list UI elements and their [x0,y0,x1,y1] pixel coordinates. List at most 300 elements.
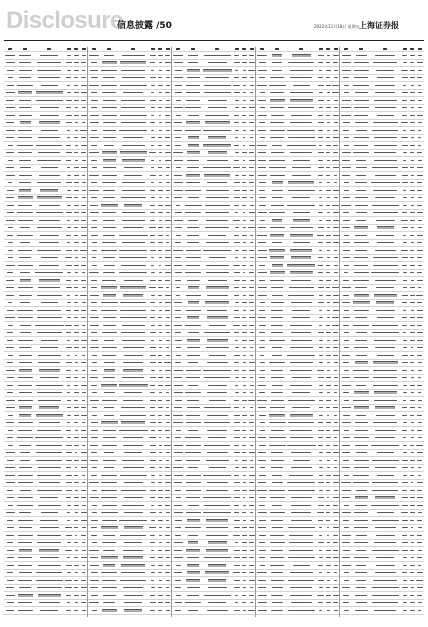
text-stroke [242,107,246,108]
text-stroke [187,571,200,574]
text-stroke [158,610,162,611]
table-cell [17,562,35,569]
table-cell [269,502,287,509]
table-cell [269,255,287,262]
text-stroke [234,160,239,161]
text-stroke [411,542,414,543]
table-cell [4,232,17,239]
table-cell [286,457,316,464]
table-row [88,157,172,165]
table-cell [370,412,400,419]
text-stroke [292,377,311,378]
text-stroke [74,580,78,581]
table-cell [232,562,240,569]
table-cell [340,592,353,599]
table-row [88,112,172,120]
table-row [256,262,340,270]
text-stroke [158,385,163,386]
table-row [4,202,88,210]
table-cell [353,517,371,524]
text-stroke [234,505,239,506]
text-stroke [103,602,115,603]
text-stroke [166,580,170,581]
text-stroke [318,265,323,266]
text-stroke [121,407,145,408]
table-cell [316,517,324,524]
table-cell [202,75,232,82]
text-stroke [67,415,71,416]
text-stroke [37,160,61,161]
table-header-cell [316,47,324,51]
table-cell [232,195,240,202]
text-stroke [272,347,282,348]
text-stroke [175,580,181,581]
text-stroke [81,317,86,318]
table-cell [370,150,400,157]
text-stroke [18,497,33,498]
table-cell [4,82,17,89]
table-cell [17,75,35,82]
text-stroke [150,362,156,363]
text-stroke [175,460,182,461]
table-cell [370,60,400,67]
text-stroke [187,316,199,319]
table-row [4,195,88,203]
text-stroke [74,610,78,611]
table-cell [416,67,424,74]
table-cell [340,442,353,449]
text-stroke [299,48,303,50]
text-stroke [410,475,414,476]
text-stroke [188,286,199,289]
table-cell [269,592,287,599]
table-cell [4,517,17,524]
table-cell [286,322,316,329]
table-cell [118,390,148,397]
text-stroke [272,505,282,506]
text-stroke [66,467,71,468]
table-cell [118,217,148,224]
table-row [4,277,88,285]
text-stroke [92,48,96,50]
table-cell [269,405,287,412]
text-stroke [417,317,423,318]
text-stroke [104,55,114,56]
text-stroke [123,467,144,468]
text-stroke [89,175,99,176]
text-stroke [333,497,339,498]
table-cell [316,187,324,194]
text-stroke [19,392,32,393]
text-stroke [327,100,330,101]
table-cell [118,300,148,307]
text-stroke [373,377,397,378]
text-stroke [418,392,421,393]
text-stroke [7,550,14,551]
text-stroke [342,535,351,536]
text-stroke [402,265,407,266]
text-stroke [187,235,199,236]
text-stroke [411,137,414,138]
text-stroke [81,415,87,416]
text-stroke [121,490,146,491]
text-stroke [18,565,32,566]
table-header-cell [4,47,17,51]
table-cell [73,120,80,127]
table-cell [400,562,408,569]
text-stroke [242,302,247,303]
table-cell [185,180,203,187]
table-cell [269,217,287,224]
table-row [340,330,424,338]
text-stroke [272,385,283,386]
table-cell [400,405,408,412]
table-cell [370,600,400,607]
text-stroke [242,452,246,453]
text-stroke [243,272,245,273]
text-stroke [89,190,99,191]
table-row [256,285,340,293]
text-stroke [411,85,414,86]
text-stroke [151,370,155,371]
table-cell [316,375,324,382]
text-stroke [326,48,330,50]
text-stroke [81,340,87,341]
table-cell [416,442,424,449]
text-stroke [373,212,398,213]
table-cell [416,577,424,584]
table-cell [17,165,35,172]
table-row [256,82,340,90]
table-cell [256,517,269,524]
text-stroke [89,272,99,273]
text-stroke [290,362,313,363]
text-stroke [91,280,97,281]
text-stroke [159,115,161,116]
table-row [4,322,88,330]
text-stroke [174,325,182,326]
table-cell [34,337,64,344]
text-stroke [326,475,331,476]
table-cell [286,495,316,502]
table-cell [148,255,156,262]
text-stroke [18,594,33,597]
table-cell [148,75,156,82]
text-stroke [418,565,421,566]
table-cell [340,67,353,74]
table-cell [316,352,324,359]
table-row [340,472,424,480]
table-cell [256,307,269,314]
text-stroke [5,317,15,318]
text-stroke [344,580,349,581]
table-cell [157,67,164,74]
table-cell [286,525,316,532]
table-cell [286,570,316,577]
table-header-cell [232,47,240,51]
text-stroke [234,512,239,513]
text-stroke [36,385,63,386]
text-stroke [207,295,228,296]
table-cell [370,487,400,494]
text-stroke [270,280,284,281]
text-stroke [123,400,143,401]
text-stroke [356,535,367,536]
text-stroke [67,400,71,401]
table-cell [232,390,240,397]
table-cell [172,315,185,322]
table-cell [73,547,80,554]
text-stroke [101,384,117,387]
table-cell [325,240,332,247]
table-row [172,172,256,180]
table-cell [241,127,248,134]
text-stroke [356,602,367,603]
table-cell [172,172,185,179]
table-cell [416,487,424,494]
table-cell [409,540,416,547]
text-stroke [410,145,415,146]
table-cell [370,457,400,464]
table-cell [4,277,17,284]
text-stroke [269,422,286,423]
table-cell [409,375,416,382]
table-header-cell [64,47,72,51]
table-cell [202,457,232,464]
table-cell [340,97,353,104]
text-stroke [91,520,98,521]
text-stroke [243,422,246,423]
table-cell [157,592,164,599]
table-cell [172,180,185,187]
table-cell [416,97,424,104]
table-cell [148,435,156,442]
table-row [172,105,256,113]
table-cell [370,277,400,284]
text-stroke [417,212,423,213]
table-cell [185,172,203,179]
table-cell [34,360,64,367]
text-stroke [342,542,350,543]
text-stroke [326,355,331,356]
text-stroke [81,115,87,116]
text-stroke [318,422,323,423]
text-stroke [410,77,415,78]
table-cell [64,442,72,449]
text-stroke [234,370,239,371]
table-cell [353,210,371,217]
table-cell [353,510,371,517]
table-cell [286,285,316,292]
text-stroke [343,295,349,296]
text-stroke [250,415,254,416]
text-stroke [250,392,253,393]
text-stroke [175,317,181,318]
text-stroke [74,595,79,596]
table-cell [241,450,248,457]
text-stroke [150,595,155,596]
text-stroke [271,430,284,431]
text-stroke [151,137,155,138]
table-cell [73,112,80,119]
text-stroke [7,460,14,461]
table-cell [118,345,148,352]
table-row [88,562,172,570]
text-stroke [373,122,398,123]
text-stroke [158,602,163,603]
table-cell [88,457,101,464]
table-cell [353,157,371,164]
text-stroke [356,190,366,191]
text-stroke [411,280,414,281]
text-stroke [123,294,143,297]
table-cell [340,607,353,614]
text-stroke [208,136,226,139]
table-cell [400,90,408,97]
table-cell [148,210,156,217]
table-cell [172,82,185,89]
text-stroke [418,55,422,56]
text-stroke [123,587,143,588]
text-stroke [242,460,247,461]
table-cell [256,112,269,119]
text-stroke [327,340,330,341]
text-stroke [102,212,116,213]
table-cell [286,600,316,607]
text-stroke [37,587,62,588]
text-stroke [243,257,246,258]
table-cell [400,375,408,382]
table-cell [101,240,119,247]
table-cell [157,322,164,329]
text-stroke [19,362,32,363]
table-cell [286,517,316,524]
table-cell [17,322,35,329]
text-stroke [343,257,350,258]
text-stroke [291,467,312,468]
text-stroke [327,212,330,213]
text-stroke [74,227,78,228]
text-stroke [91,197,97,198]
table-cell [416,427,424,434]
table-cell [4,367,17,374]
text-stroke [326,325,330,326]
table-row [88,75,172,83]
table-cell [316,150,324,157]
table-cell [172,382,185,389]
table-cell [4,420,17,427]
text-stroke [92,362,97,363]
table-cell [340,405,353,412]
text-stroke [403,557,407,558]
table-row [340,517,424,525]
table-cell [256,450,269,457]
text-stroke [403,160,406,161]
table-cell [409,405,416,412]
table-cell [185,112,203,119]
text-stroke [20,452,30,453]
table-cell [316,525,324,532]
table-cell [232,577,240,584]
table-cell [148,135,156,142]
table-cell [353,187,371,194]
table-row [88,375,172,383]
text-stroke [319,325,322,326]
text-stroke [18,482,33,483]
table-cell [157,607,164,614]
text-stroke [174,265,182,266]
text-stroke [290,437,313,438]
text-stroke [249,145,255,146]
table-cell [400,352,408,359]
table-row [88,270,172,278]
table-cell [172,352,185,359]
text-stroke [318,115,323,116]
table-cell [101,127,119,134]
table-cell [4,142,17,149]
text-stroke [175,257,181,258]
text-stroke [166,610,170,611]
table-cell [172,270,185,277]
table-cell [157,517,164,524]
table-cell [73,367,80,374]
table-row [4,300,88,308]
table-cell [409,585,416,592]
table-cell [73,52,80,59]
text-stroke [235,377,239,378]
text-stroke [103,190,115,191]
table-cell [88,442,101,449]
table-cell [409,127,416,134]
table-cell [148,97,156,104]
text-stroke [74,505,79,506]
table-cell [256,127,269,134]
text-stroke [6,512,15,513]
table-cell [88,270,101,277]
text-stroke [186,85,200,86]
text-stroke [38,355,61,356]
text-stroke [417,280,423,281]
text-stroke [204,174,230,177]
table-header-cell [202,47,232,51]
table-cell [325,577,332,584]
text-stroke [91,145,97,146]
text-stroke [18,400,33,401]
text-stroke [319,587,323,588]
text-stroke [6,295,14,296]
table-row [4,367,88,375]
table-cell [325,517,332,524]
table-cell [172,540,185,547]
text-stroke [234,145,239,146]
table-cell [400,315,408,322]
table-row [256,457,340,465]
text-stroke [6,347,14,348]
table-cell [172,480,185,487]
table-cell [17,412,35,419]
text-stroke [354,542,368,543]
text-stroke [417,310,423,311]
table-cell [400,577,408,584]
table-cell [64,472,72,479]
text-stroke [19,295,32,296]
text-stroke [23,48,27,50]
table-header-cell [88,47,101,51]
table-cell [148,277,156,284]
text-stroke [103,550,115,551]
text-stroke [243,92,246,93]
text-stroke [401,250,408,251]
